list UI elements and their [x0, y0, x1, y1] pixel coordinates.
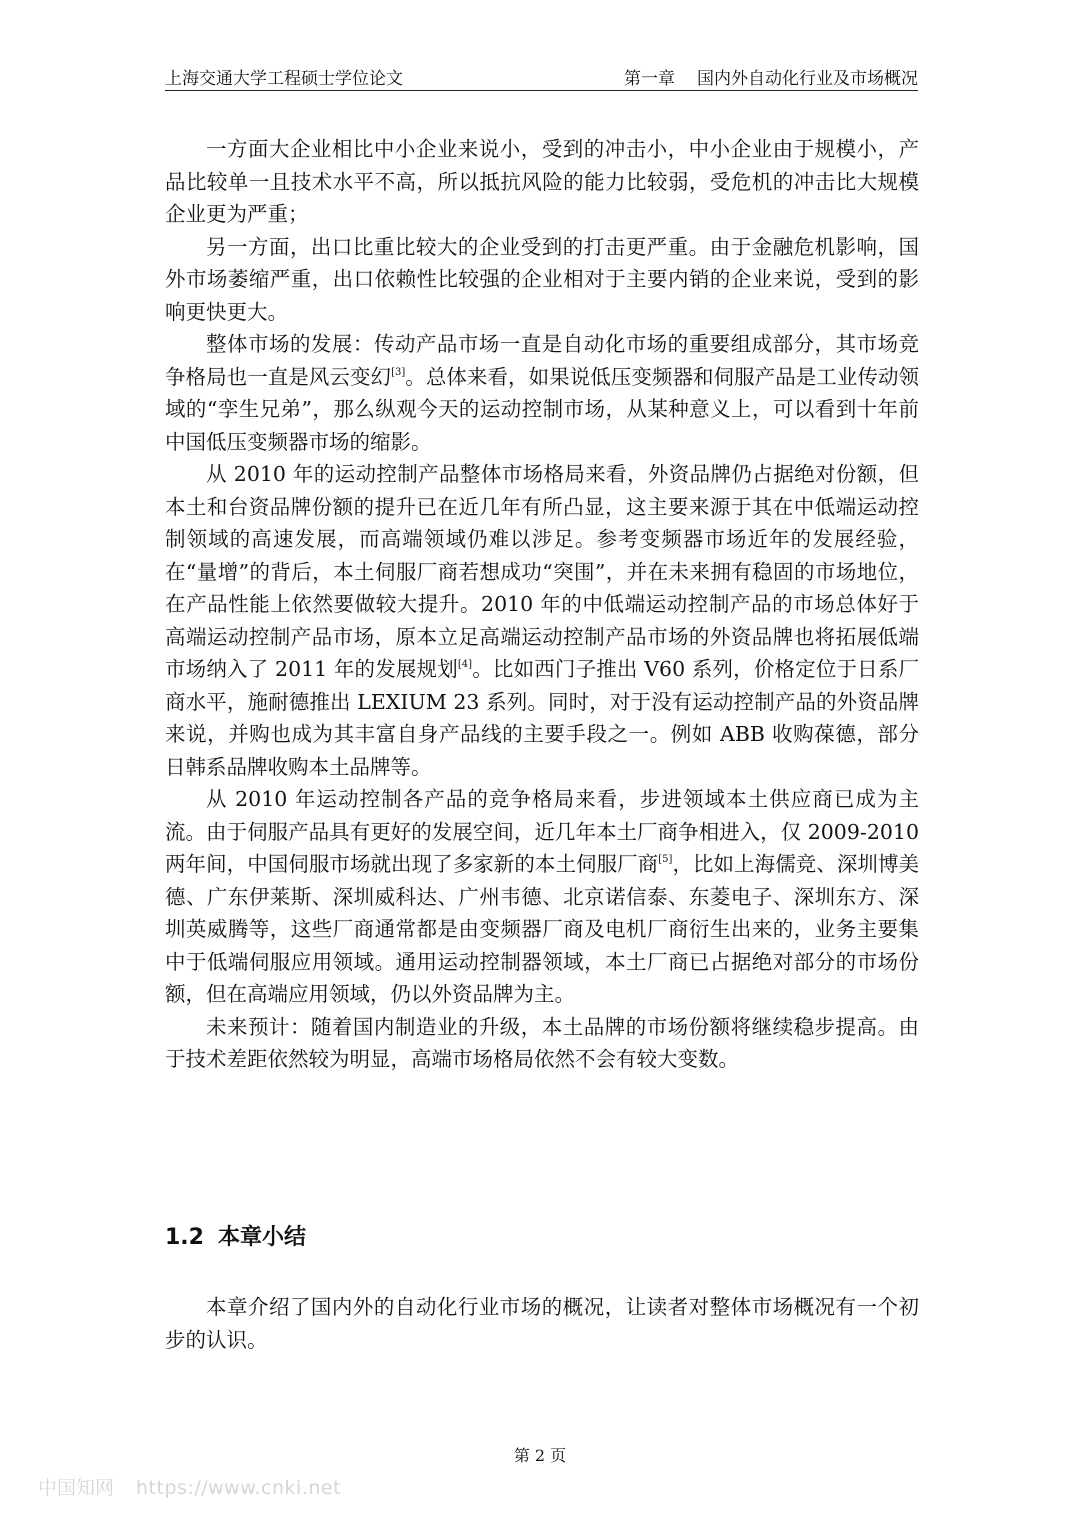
paragraph-4-part-a: 从 2010 年的运动控制产品整体市场格局来看，外资品牌仍占据绝对份额，但本土和台资品牌份额的提升已在近几年有所凸显，这主要来源于其在中低端运动控制领域的高速发展，而高端领域仍难以涉足。参考变频器市场近年的发展经验，在“量增”的背后，本土伺服厂商若想成功“突围”，并在未来拥有稳固的市场地位，在产品性能上依然要做较大提升。2010 年的中低端运动控制产品的市场总体好于高端运动控制产品市场，原本立足高端运动控制产品市场的外资品牌也将拓展低端市场纳入了 2011 年的发展规划	[165, 462, 919, 681]
paragraph-1: 一方面大企业相比中小企业来说小，受到的冲击小，中小企业由于规模小，产品比较单一且技术水平不高，所以抵抗风险的能力比较弱，受危机的冲击比大规模企业更为严重；	[165, 137, 919, 226]
paragraph-6: 未来预计：随着国内制造业的升级，本土品牌的市场份额将继续稳步提高。由于技术差距依然较为明显，高端市场格局依然不会有较大变数。	[165, 1014, 919, 1071]
running-header	[165, 62, 918, 91]
paragraph-3-part-b: 。总体来看，如果说低压变频器和伺服产品是工业传动领域的“孪生兄弟”，那么纵观今天的运动控制市场，从某种意义上，可以看到十年前中国低压变频器市场的缩影。	[165, 364, 920, 454]
summary-paragraph: 本章介绍了国内外的自动化行业市场的概况，让读者对整体市场概况有一个初步的认识。	[165, 1295, 919, 1352]
section-number: 1.2	[165, 1225, 204, 1250]
watermark-url: https://www.cnki.net	[136, 1477, 342, 1499]
paragraph-3	[165, 328, 919, 458]
watermark-logo: 中国知网	[38, 1477, 115, 1499]
paragraph-5	[165, 783, 919, 1011]
summary-block	[165, 1291, 919, 1356]
header-thesis-title: 上海交通大学工程硕士学位论文	[165, 69, 403, 89]
page-number: 第 2 页	[513, 1446, 567, 1465]
section-heading	[165, 1220, 306, 1251]
paragraph-5-part-b: ，比如上海儒竞、深圳博美德、广东伊莱斯、深圳威科达、广州韦德、北京诺信泰、东菱电子、深圳东方、深圳英威腾等，这些厂商通常都是由变频器厂商及电机厂商衍生出来的，业务主要集中于低端伺服应用领域。通用运动控制器领域，本土厂商已占据绝对部分的市场份额，但在高端应用领域，仍以外资品牌为主。	[165, 852, 919, 1006]
citation-3: [3]	[391, 366, 406, 378]
header-chapter	[624, 64, 918, 89]
paragraph-3-part-a: 整体市场的发展：传动产品市场一直是自动化市场的重要组成部分，其市场竞争格局也一直是风云变幻	[165, 332, 919, 389]
paragraph-4-part-b: 。比如西门子推出 V60 系列，价格定位于日系厂商水平，施耐德推出 LEXIUM 23 系列。同时，对于没有运动控制产品的外资品牌来说，并购也成为其丰富自身产品线的主要手段之一。例如 ABB 收购葆德，部分日韩系品牌收购本土品牌等。	[165, 657, 920, 779]
header-chapter-title: 国内外自动化行业及市场概况	[697, 69, 918, 89]
cnki-watermark	[38, 1473, 341, 1500]
body-text	[165, 133, 919, 1076]
citation-5: [5]	[658, 854, 673, 865]
header-chapter-number: 第一章	[624, 69, 675, 89]
paragraph-5-part-a: 从 2010 年运动控制各产品的竞争格局来看，步进领域本土供应商已成为主流。由于伺服产品具有更好的发展空间，近几年本土厂商争相进入，仅 2009-2010 两年间，中国伺服市场就出现了多家新的本土伺服厂商	[165, 787, 919, 876]
citation-4: [4]	[457, 659, 473, 670]
section-title: 本章小结	[217, 1225, 306, 1250]
paragraph-2: 另一方面，出口比重比较大的企业受到的打击更严重。由于金融危机影响，国外市场萎缩严重，出口依赖性比较强的企业相对于主要内销的企业来说，受到的影响更快更大。	[165, 234, 919, 324]
paragraph-4	[165, 458, 919, 783]
